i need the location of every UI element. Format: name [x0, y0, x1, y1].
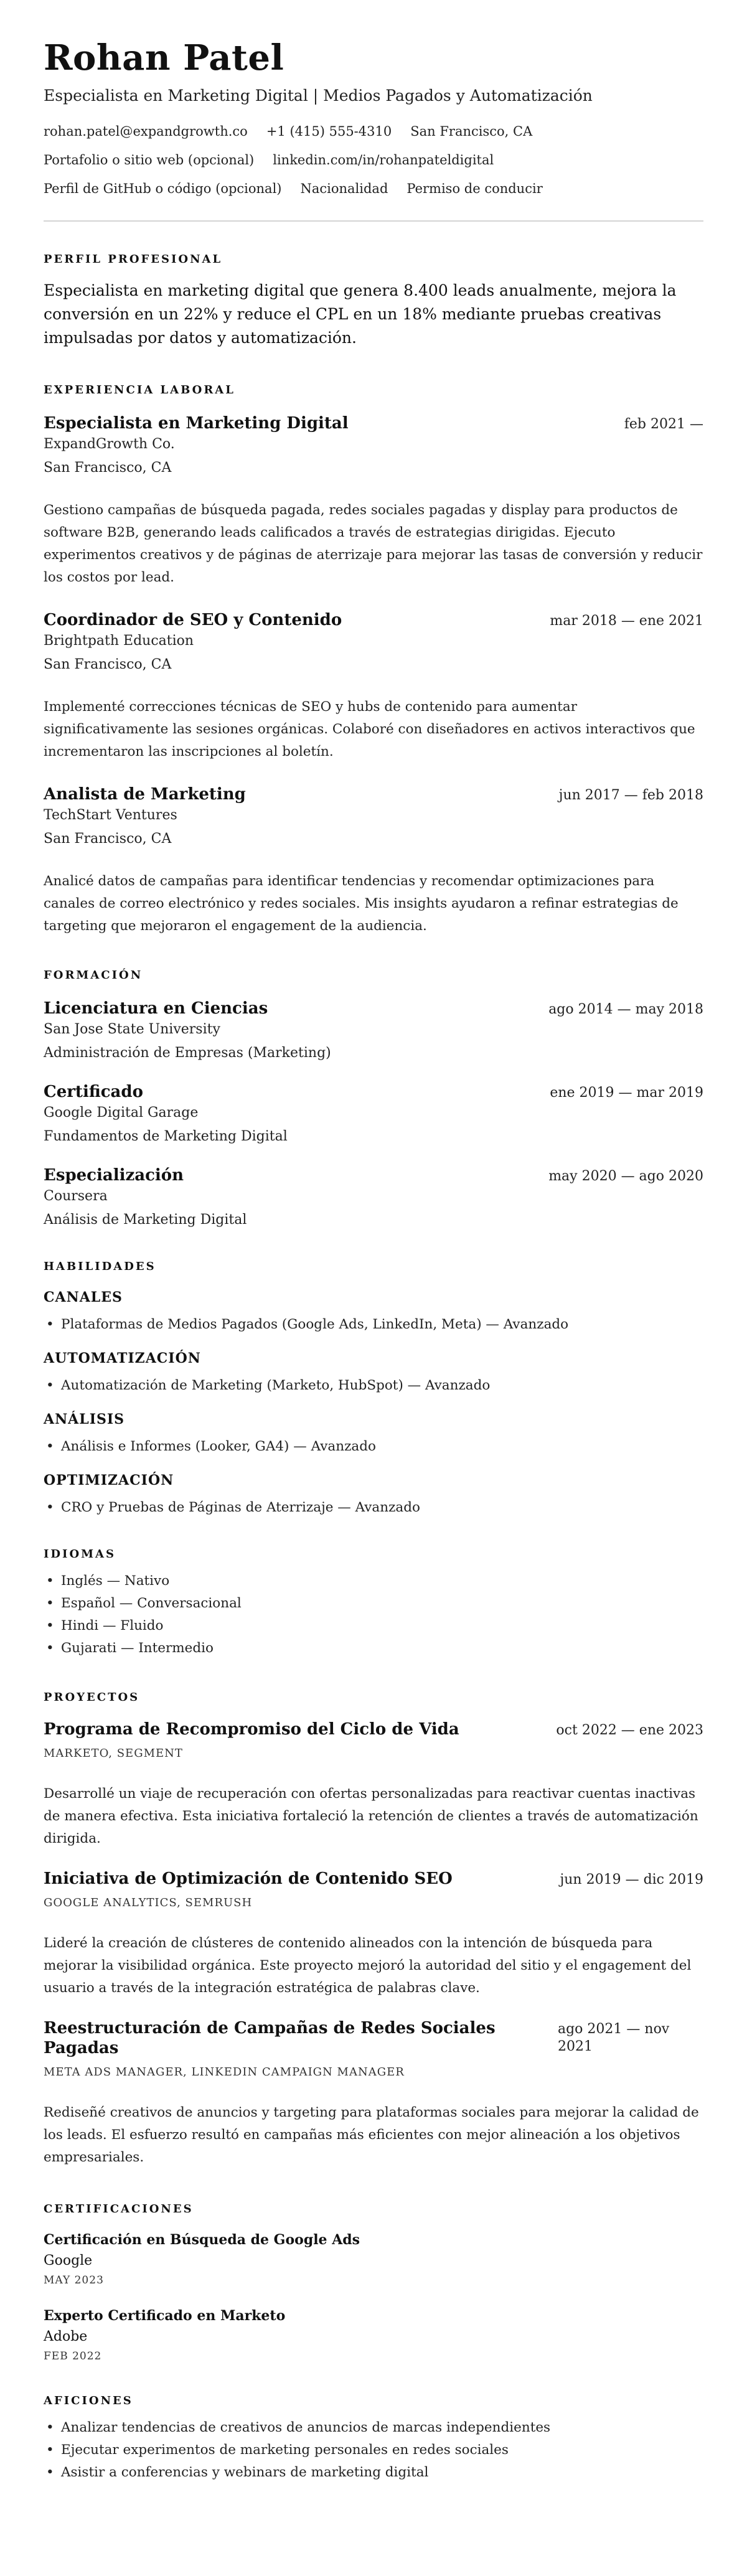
bullet-icon: • — [46, 1596, 54, 1611]
project-name: Programa de Recompromiso del Ciclo de Vida — [44, 1720, 459, 1739]
section-title-experience: EXPERIENCIA LABORAL — [44, 383, 235, 397]
contact-row-3 — [44, 181, 703, 197]
education-item — [44, 999, 703, 1062]
project-description: Desarrollé un viaje de recuperación con ofertas personalizadas para reactivar cuentas inactivas de manera efectiva. Esta iniciativa fortaleció la retención de clientes a través de automatización dirigida. — [44, 1786, 698, 1846]
job-location: San Francisco, CA — [44, 831, 172, 847]
contact-row-2 — [44, 152, 703, 168]
github-link[interactable]: Perfil de GitHub o código (opcional) — [44, 181, 282, 196]
skill-item: • CRO y Pruebas de Páginas de Aterrizaje — Avanzado — [46, 1500, 420, 1515]
bullet-icon: • — [46, 1317, 54, 1332]
certification-date: FEB 2022 — [44, 2350, 102, 2362]
bullet-icon: • — [46, 2420, 54, 2435]
job-date: jun 2017 — feb 2018 — [558, 787, 703, 803]
project-item — [44, 2018, 703, 2169]
summary-section — [44, 253, 703, 350]
headline: Especialista en Marketing Digital | Medios Pagados y Automatización — [44, 87, 593, 105]
skill-category: ANÁLISIS — [44, 1411, 125, 1427]
school-name: Google Digital Garage — [44, 1105, 199, 1121]
certification-issuer: Adobe — [44, 2329, 88, 2344]
experience-section — [44, 383, 703, 938]
hobby-item: • Ejecutar experimentos de marketing personales en redes sociales — [46, 2442, 509, 2458]
section-title-projects: PROYECTOS — [44, 1691, 140, 1704]
skill-category: AUTOMATIZACIÓN — [44, 1350, 201, 1366]
project-name: Iniciativa de Optimización de Contenido SEO — [44, 1869, 453, 1888]
skill-group — [44, 1289, 703, 1333]
header-divider — [44, 220, 703, 222]
bullet-icon: • — [46, 1439, 54, 1454]
project-tech: GOOGLE ANALYTICS, SEMRUSH — [44, 1896, 253, 1909]
job-date: mar 2018 — ene 2021 — [550, 613, 703, 629]
section-title-hobbies: AFICIONES — [44, 2394, 133, 2407]
bullet-icon: • — [46, 1378, 54, 1393]
education-item — [44, 1082, 703, 1145]
hobby-item: • Analizar tendencias de creativos de anuncios de marcas independientes — [46, 2420, 551, 2435]
education-item — [44, 1165, 703, 1229]
linkedin-link[interactable]: linkedin.com/in/rohanpateldigital — [273, 153, 494, 167]
languages-section — [44, 1548, 703, 1657]
language-item: • Inglés — Nativo — [46, 1573, 170, 1589]
job-date: feb 2021 — — [624, 416, 703, 432]
project-date: ago 2021 — nov 2021 — [557, 2021, 670, 2054]
skill-item: • Análisis e Informes (Looker, GA4) — Avanzado — [46, 1439, 376, 1454]
skill-category: OPTIMIZACIÓN — [44, 1472, 174, 1488]
project-item — [44, 1719, 703, 1850]
hobby-item: • Asistir a conferencias y webinars de marketing digital — [46, 2465, 429, 2480]
skill-group — [44, 1411, 703, 1455]
certification-name: Experto Certificado en Marketo — [44, 2308, 286, 2324]
contact-row-1 — [44, 123, 703, 139]
bullet-icon: • — [46, 1500, 54, 1515]
bullet-icon: • — [46, 1618, 54, 1634]
experience-item — [44, 784, 703, 938]
job-description: Implementé correcciones técnicas de SEO y hubs de contenido para aumentar significativamente las sesiones orgánicas. Colaboré con diseñadores en activos interactivos que incrementaron las inscripciones al boletín. — [44, 699, 695, 759]
language-item: • Gujarati — Intermedio — [46, 1640, 214, 1656]
degree-field: Análisis de Marketing Digital — [44, 1212, 247, 1228]
skill-group — [44, 1350, 703, 1394]
job-description: Gestiono campañas de búsqueda pagada, redes sociales pagadas y display para productos de software B2B, generando leads calificados a través de estrategias dirigidas. Ejecuto experimentos creativos y de páginas de aterrizaje para mejorar las tasas de conversión y reducir los costos por lead. — [44, 502, 703, 585]
job-title: Especialista en Marketing Digital — [44, 414, 349, 433]
project-description: Lideré la creación de clústeres de contenido alineados con la intención de búsqueda para mejorar la visibilidad orgánica. Este proyecto mejoró la autoridad del sitio y el engagement del usuario a través de la integración estratégica de palabras clave. — [44, 1935, 692, 1996]
job-company: ExpandGrowth Co. — [44, 436, 175, 452]
project-description: Rediseñé creativos de anuncios y targeting para plataformas sociales para mejorar la calidad de los leads. El esfuerzo resultó en campañas más eficientes con mejor alineación a los objetivos empresariales. — [44, 2105, 699, 2165]
project-item — [44, 1869, 703, 2000]
email-link[interactable]: rohan.patel@expandgrowth.co — [44, 124, 248, 139]
skill-item: • Plataformas de Medios Pagados (Google Ads, LinkedIn, Meta) — Avanzado — [46, 1317, 569, 1332]
candidate-name: Rohan Patel — [44, 37, 284, 78]
job-description: Analicé datos de campañas para identificar tendencias y recomendar optimizaciones para canales de correo electrónico y redes sociales. Mis insights ayudaron a refinar estrategias de targeting que mejoraron el engagement de la audiencia. — [44, 873, 679, 934]
license-text: Permiso de conducir — [406, 181, 543, 196]
certifications-section — [44, 2202, 703, 2363]
section-title-languages: IDIOMAS — [44, 1548, 116, 1561]
phone-text: +1 (415) 555-4310 — [266, 124, 392, 139]
skill-item: • Automatización de Marketing (Marketo, HubSpot) — Avanzado — [46, 1378, 491, 1393]
skill-group — [44, 1472, 703, 1516]
section-title-education: FORMACIÓN — [44, 969, 143, 982]
summary-text: Especialista en marketing digital que genera 8.400 leads anualmente, mejora la conversión en un 22% y reduce el CPL en un 18% mediante pruebas creativas impulsadas por datos y automatización. — [44, 281, 677, 347]
job-company: TechStart Ventures — [44, 807, 177, 823]
degree-field: Fundamentos de Marketing Digital — [44, 1129, 288, 1144]
bullet-icon: • — [46, 1573, 54, 1589]
certification-date: MAY 2023 — [44, 2274, 104, 2287]
certification-issuer: Google — [44, 2253, 93, 2268]
degree-date: ene 2019 — mar 2019 — [550, 1085, 703, 1101]
certification-item — [44, 2307, 703, 2363]
skill-category: CANALES — [44, 1289, 123, 1305]
job-company: Brightpath Education — [44, 633, 194, 649]
degree-title: Licenciatura en Ciencias — [44, 999, 268, 1018]
language-item: • Español — Conversacional — [46, 1596, 242, 1611]
project-tech: MARKETO, SEGMENT — [44, 1747, 183, 1760]
bullet-icon: • — [46, 2465, 54, 2480]
nationality-text: Nacionalidad — [300, 181, 388, 196]
degree-field: Administración de Empresas (Marketing) — [44, 1045, 331, 1061]
job-location: San Francisco, CA — [44, 460, 172, 476]
location-text: San Francisco, CA — [410, 124, 533, 139]
bullet-icon: • — [46, 1640, 54, 1656]
job-location: San Francisco, CA — [44, 657, 172, 672]
hobbies-section — [44, 2394, 703, 2481]
experience-item — [44, 413, 703, 589]
certification-name: Certificación en Búsqueda de Google Ads — [44, 2232, 360, 2248]
degree-date: ago 2014 — may 2018 — [548, 1002, 703, 1017]
degree-date: may 2020 — ago 2020 — [548, 1168, 703, 1184]
language-item: • Hindi — Fluido — [46, 1618, 164, 1634]
project-name: Reestructuración de Campañas de Redes Sociales Pagadas — [44, 2019, 496, 2057]
project-date: jun 2019 — dic 2019 — [560, 1872, 703, 1887]
projects-section — [44, 1691, 703, 2169]
education-section — [44, 969, 703, 1229]
section-title-certifications: CERTIFICACIONES — [44, 2202, 194, 2216]
job-title: Coordinador de SEO y Contenido — [44, 611, 342, 629]
project-tech: META ADS MANAGER, LINKEDIN CAMPAIGN MANAGER — [44, 2066, 405, 2079]
experience-item — [44, 610, 703, 763]
section-title-skills: HABILIDADES — [44, 1260, 156, 1273]
bullet-icon: • — [46, 2442, 54, 2458]
degree-title: Especialización — [44, 1166, 184, 1185]
school-name: San Jose State University — [44, 1022, 220, 1037]
job-title: Analista de Marketing — [44, 785, 246, 804]
skills-section — [44, 1260, 703, 1516]
portfolio-link[interactable]: Portafolio o sitio web (opcional) — [44, 153, 255, 167]
school-name: Coursera — [44, 1188, 108, 1204]
project-date: oct 2022 — ene 2023 — [556, 1723, 703, 1738]
section-title-summary: PERFIL PROFESIONAL — [44, 253, 223, 266]
certification-item — [44, 2231, 703, 2287]
degree-title: Certificado — [44, 1083, 143, 1101]
